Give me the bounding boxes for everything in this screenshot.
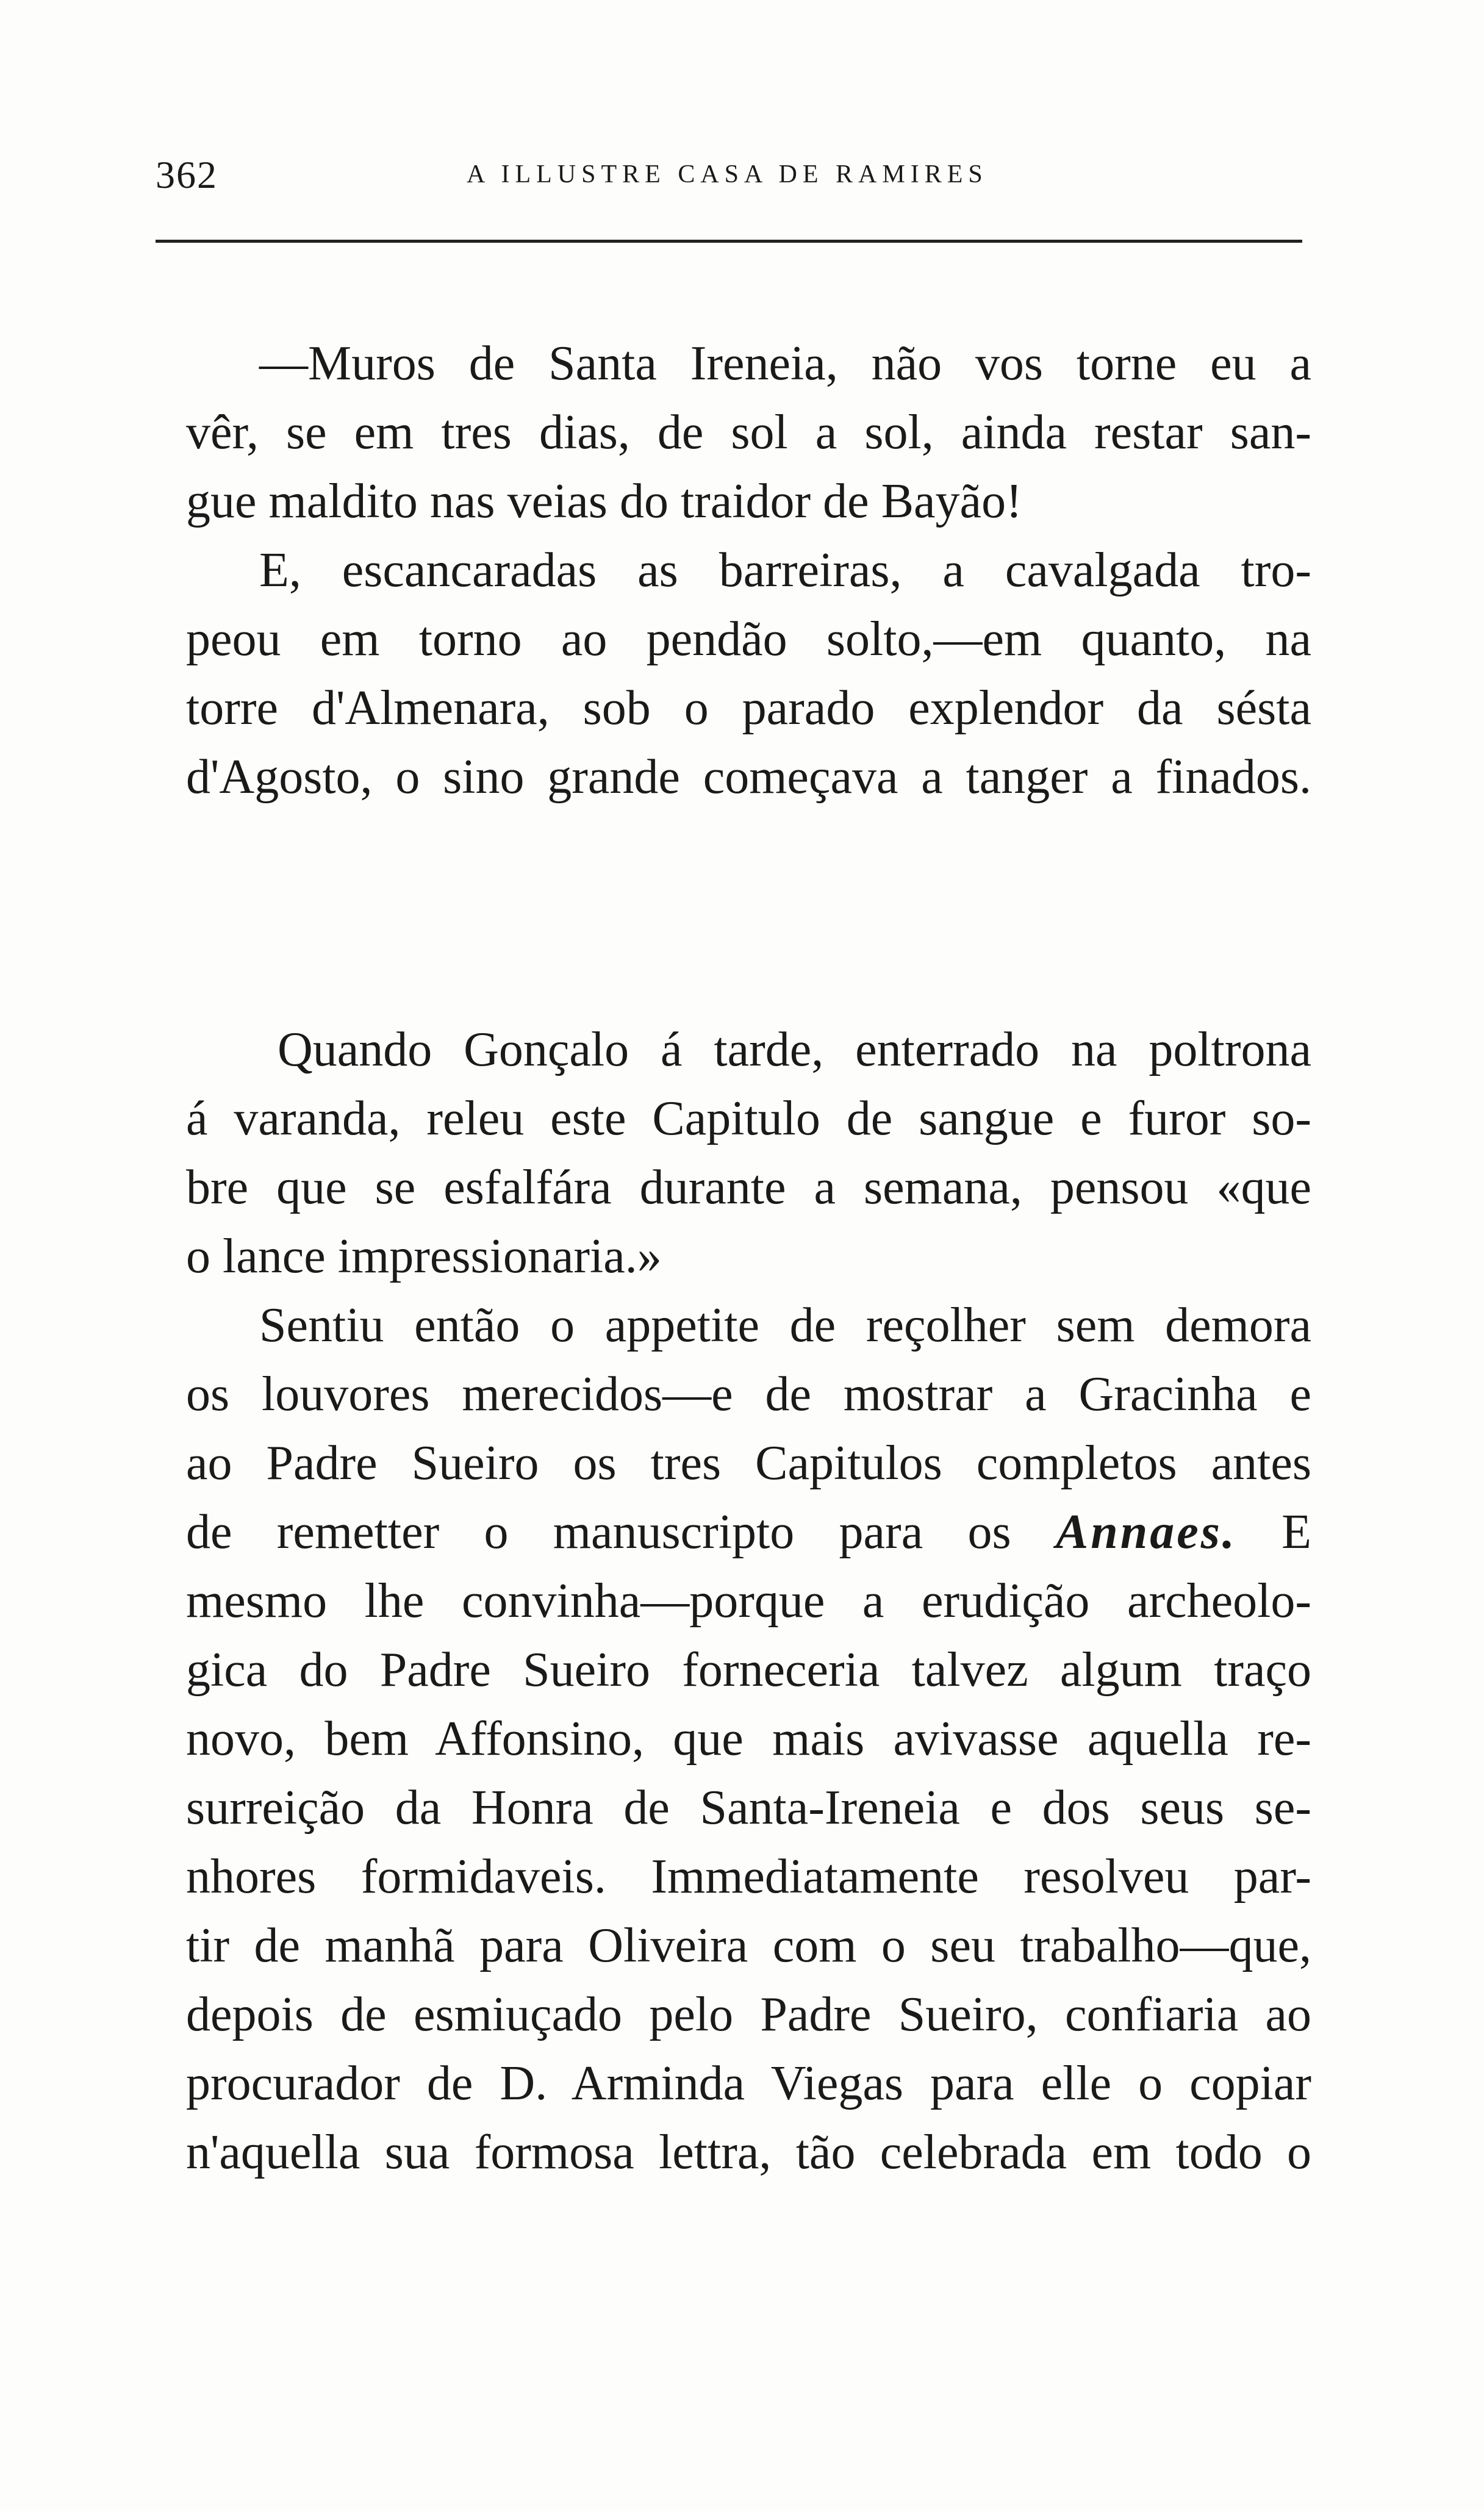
page-header <box>156 152 1302 201</box>
text-line-annaes <box>186 1498 1311 1567</box>
header-rule <box>156 240 1302 243</box>
section-break <box>186 881 1311 906</box>
text-line: depois de esmiuçado pelo Padre Sueiro, confiaria ao <box>186 1988 1311 2041</box>
running-title: A ILLUSTRE CASA DE RAMIRES <box>467 160 988 188</box>
text-line: n'aquella sua formosa lettra, tão celebrada em todo o <box>186 2126 1311 2179</box>
text-line: procurador de D. Arminda Viegas para elle o copiar <box>186 2057 1311 2110</box>
text-line: gue maldito nas veias do traidor de Bayão! <box>186 475 1022 528</box>
text-line: nhores formidaveis. Immediatamente resolveu par- <box>186 1850 1311 1904</box>
text-line: gica do Padre Sueiro forneceria talvez algum traço <box>186 1643 1311 1697</box>
text-line: Sentiu então o appetite de reçolher sem demora <box>259 1298 1311 1352</box>
text-line: vêr, se em tres dias, de sol a sol, ainda restar san- <box>186 406 1311 459</box>
text-line: bre que se esfalfára durante a semana, pensou «que <box>186 1161 1311 1214</box>
text-line: Quando Gonçalo á tarde, enterrado na poltrona <box>278 1023 1311 1076</box>
text-line: ao Padre Sueiro os tres Capitulos completos antes <box>186 1436 1311 1490</box>
text-line: novo, bem Affonsino, que mais avivasse aquella re- <box>186 1712 1311 1766</box>
page-number: 362 <box>156 153 218 196</box>
passage-second <box>186 1016 1311 2187</box>
passage-first <box>186 329 1311 812</box>
text-line: d'Agosto, o sino grande começava a tanger a finados. <box>186 750 1311 804</box>
text-line: peou em torno ao pendão solto,—em quanto, na <box>186 612 1311 666</box>
text-line: —Muros de Santa Ireneia, não vos torne eu a <box>259 337 1311 390</box>
text-line: tir de manhã para Oliveira com o seu trabalho—que, <box>186 1919 1311 1972</box>
text-line: mesmo lhe convinha—porque a erudição archeolo- <box>186 1574 1311 1628</box>
text-line: E, escancaradas as barreiras, a cavalgada tro- <box>259 543 1311 597</box>
text-line: os louvores merecidos—e de mostrar a Gracinha e <box>186 1367 1311 1421</box>
text-line: á varanda, releu este Capitulo de sangue e furor so- <box>186 1092 1311 1145</box>
line-text-before: de remetter o manuscripto para os <box>186 1505 1056 1559</box>
text-line: torre d'Almenara, sob o parado explendor da sésta <box>186 681 1311 735</box>
text-line: surreição da Honra de Santa-Ireneia e dos seus se- <box>186 1781 1311 1835</box>
journal-title-annaes: Annaes. <box>1055 1505 1237 1559</box>
line-text-after: E <box>1236 1505 1311 1559</box>
text-line: o lance impressionaria.» <box>186 1230 662 1283</box>
